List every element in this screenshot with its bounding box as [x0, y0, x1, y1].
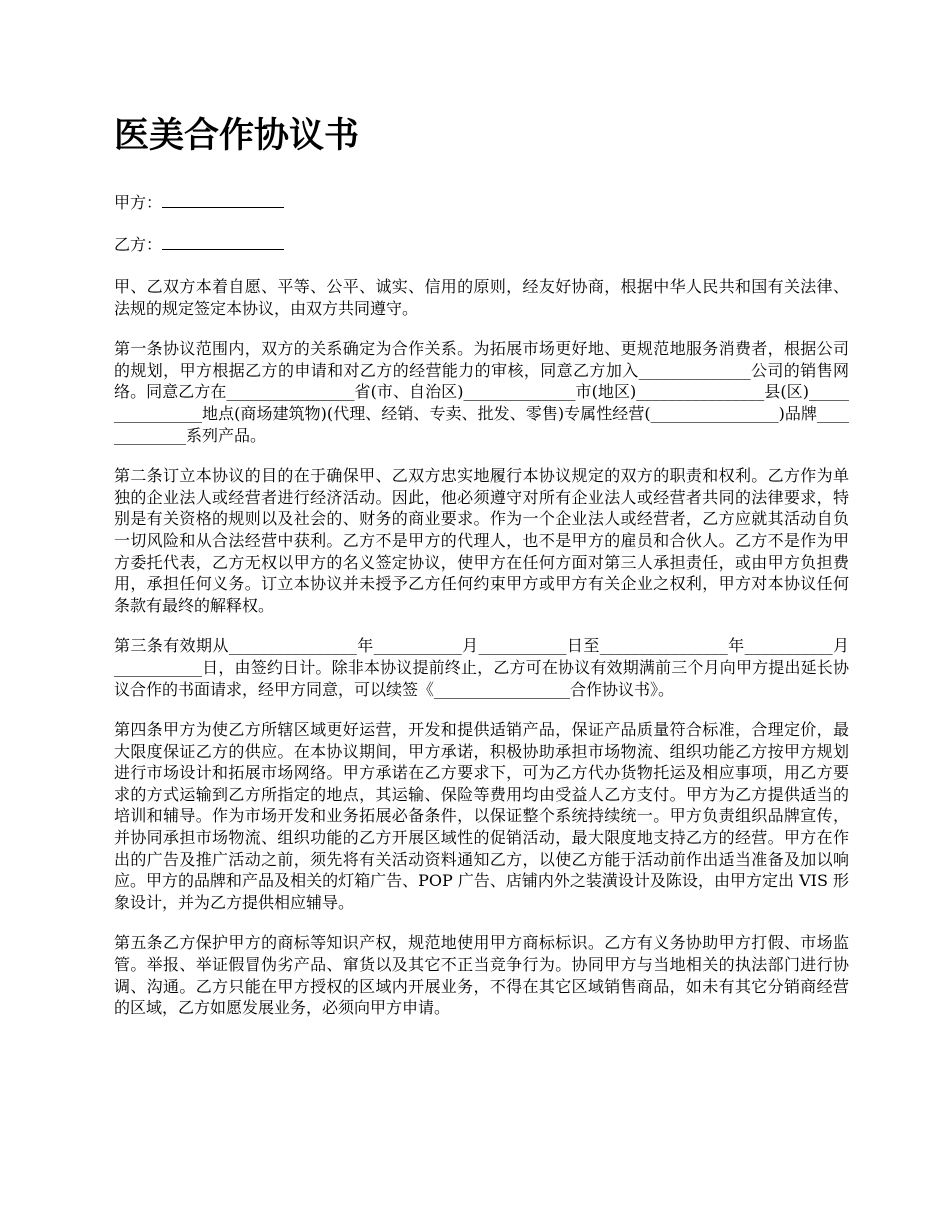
paragraph-article-1: 第一条协议范围内，双方的关系确定为合作关系。为拓展市场更好地、更规范地服务消费者，根据公司的规划，甲方根据乙方的申请和对乙方的经营能力的审核，同意乙方加入______________公司的销售网络。同意乙方在________________省(市、自治区)______________市(地区)________________县(区)________________地点(商场建筑物)(代理、经销、专卖、批发、零售)专属性经营(________________)品牌_____________系列产品。 [114, 339, 849, 445]
party-a-blank [162, 193, 284, 208]
party-a-label: 甲方： [114, 193, 163, 212]
party-b-blank [162, 235, 284, 250]
paragraph-article-4: 第四条甲方为使乙方所辖区域更好运营，开发和提供适销产品，保证产品质量符合标准，合理定价，最大限度保证乙方的供应。在本协议期间，甲方承诺，积极协助承担市场物流、组织功能乙方按甲方规划进行市场设计和拓展市场网络。甲方承诺在乙方要求下，可为乙方代办货物托运及相应事项，用乙方要求的方式运输到乙方所指定的地点，其运输、保险等费用均由受益人乙方支付。甲方为乙方提供适当的培训和辅导。作为市场开发和业务拓展必备条件，以保证整个系统持续统一。甲方负责组织品牌宣传，并协同承担市场物流、组织功能的乙方开展区域性的促销活动，最大限度地支持乙方的经营。甲方在作出的广告及推广活动之前，须先将有关活动资料通知乙方，以使乙方能于活动前作出适当准备及加以响应。甲方的品牌和产品及相关的灯箱广告、POP 广告、店铺内外之装潢设计及陈设，由甲方定出 VIS 形象设计，并为乙方提供相应辅导。 [114, 720, 849, 912]
party-b-field [114, 234, 849, 256]
paragraph-article-3: 第三条有效期从________________年___________月___________日至________________年___________月___________日，由签约日计。除非本协议提前终止，乙方可在协议有效期满前三个月向甲方提出延长协议合作的书面请求，经甲方同意，可以续签《_________________合作协议书》。 [114, 636, 849, 699]
document-title: 医美合作协议书 [114, 115, 360, 156]
party-a-field [114, 192, 849, 214]
paragraph-article-2: 第二条订立本协议的目的在于确保甲、乙双方忠实地履行本协议规定的双方的职责和权利。乙方作为单独的企业法人或经营者进行经济活动。因此，他必须遵守对所有企业法人或经营者共同的法律要求，特别是有关资格的规则以及社会的、财务的商业要求。作为一个企业法人或经营者，乙方应就其活动自负一切风险和从合法经营中获利。乙方不是甲方的代理人，也不是甲方的雇员和合伙人。乙方不是作为甲方委托代表，乙方无权以甲方的名义签定协议，使甲方在任何方面对第三人承担责任，或由甲方负担费用，承担任何义务。订立本协议并未授予乙方任何约束甲方或甲方有关企业之权利，甲方对本协议任何条款有最终的解释权。 [114, 466, 849, 615]
paragraph-article-5: 第五条乙方保护甲方的商标等知识产权，规范地使用甲方商标标识。乙方有义务协助甲方打假、市场监管。举报、举证假冒伪劣产品、窜货以及其它不正当竞争行为。协同甲方与当地相关的执法部门进行协调、沟通。乙方只能在甲方授权的区域内开展业务，不得在其它区域销售商品，如未有其它分销商经营的区域，乙方如愿发展业务，必须向甲方申请。 [114, 933, 849, 1018]
party-b-label: 乙方： [114, 235, 163, 254]
document-page [114, 110, 849, 1038]
paragraph-preamble: 甲、乙双方本着自愿、平等、公平、诚实、信用的原则，经友好协商，根据中华人民共和国有关法律、法规的规定签定本协议，由双方共同遵守。 [114, 277, 849, 318]
